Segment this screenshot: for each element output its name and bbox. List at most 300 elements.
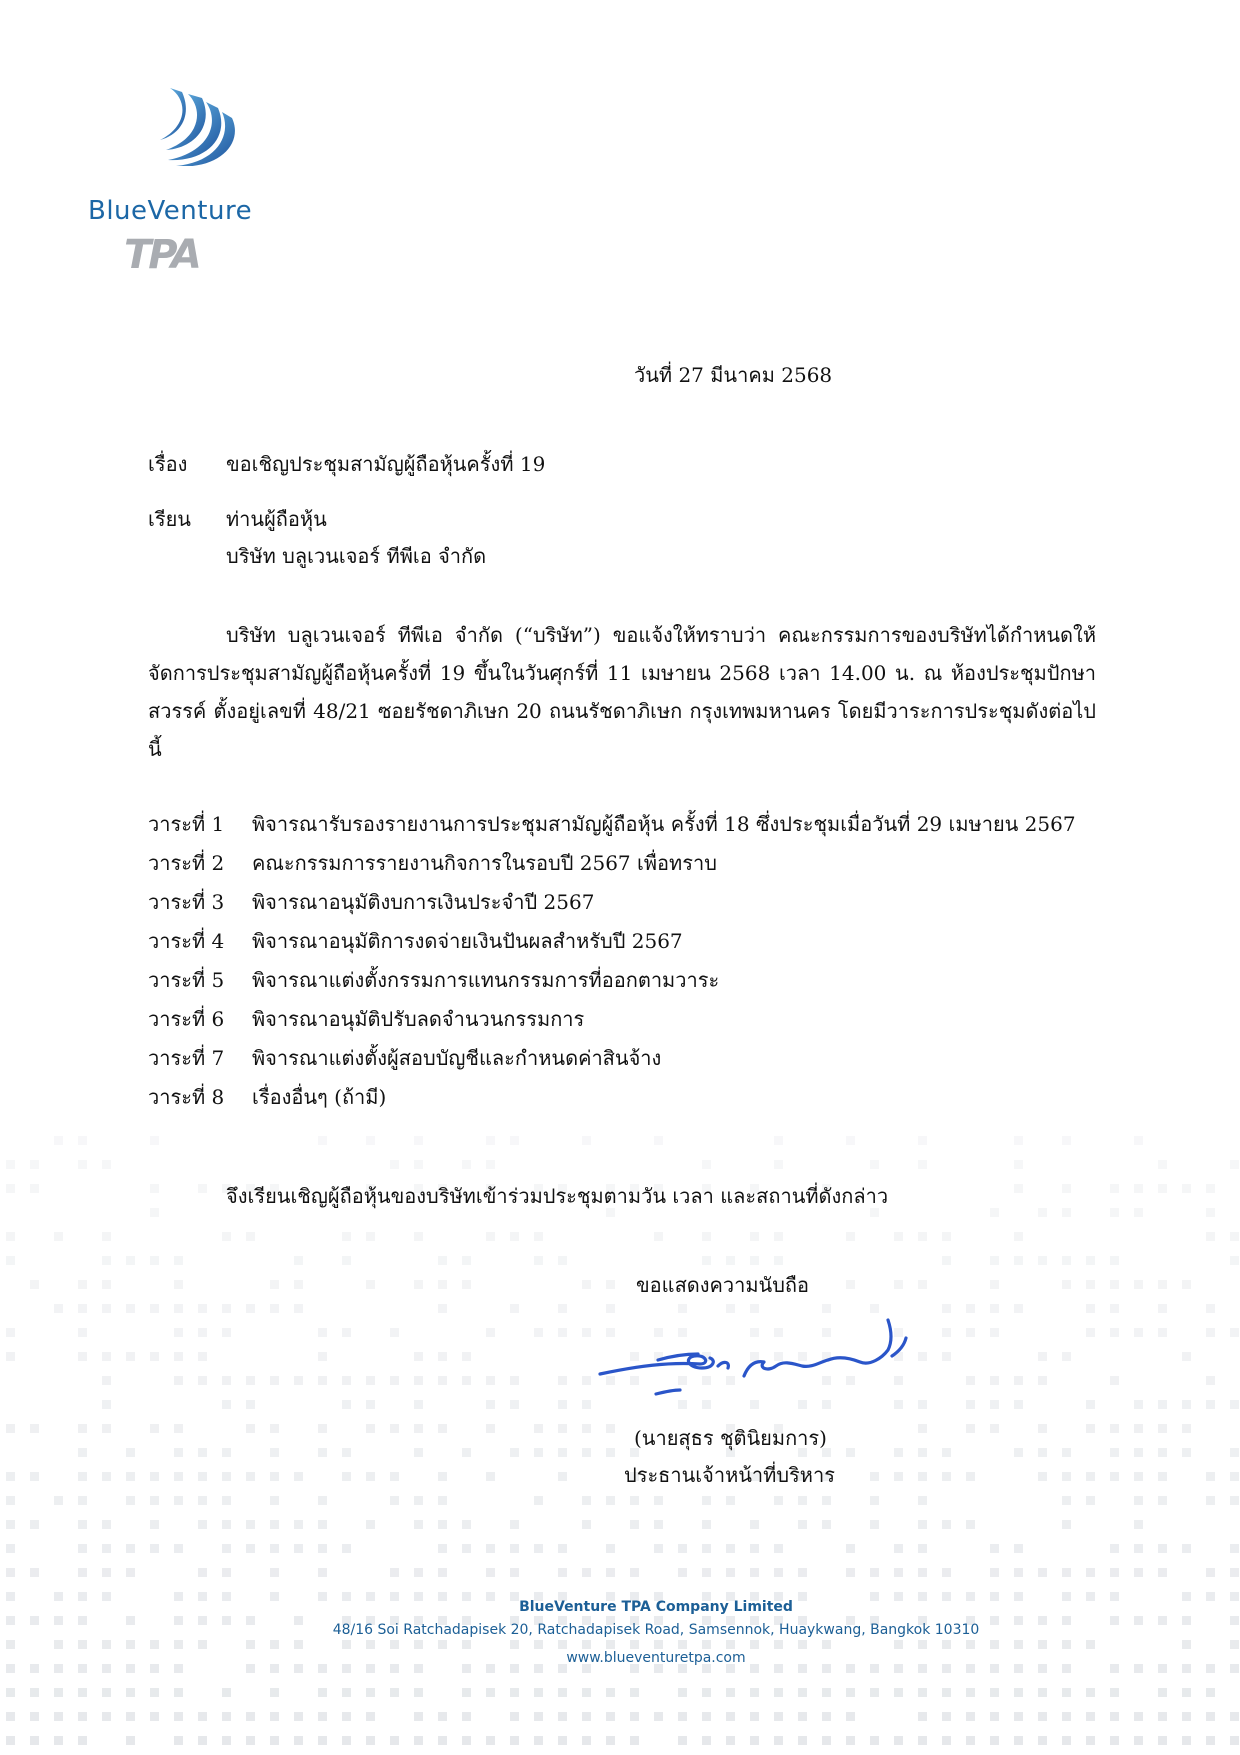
background-dot	[390, 1424, 399, 1433]
background-dot	[462, 1280, 471, 1289]
background-dot	[102, 1520, 111, 1529]
background-dot	[990, 1688, 999, 1697]
background-dot	[558, 1400, 567, 1409]
background-dot	[846, 1736, 855, 1745]
background-dot	[510, 1520, 519, 1529]
agenda-item	[148, 1045, 1076, 1084]
background-dot	[1182, 1184, 1191, 1193]
background-dot	[1086, 1472, 1095, 1481]
background-dot	[246, 1376, 255, 1385]
background-dot	[150, 1352, 159, 1361]
background-dot	[414, 1448, 423, 1457]
background-dot	[750, 1232, 759, 1241]
background-dot	[486, 1160, 495, 1169]
agenda-item	[148, 967, 1076, 1006]
background-dot	[78, 1424, 87, 1433]
background-dot	[246, 1472, 255, 1481]
background-dot	[654, 1520, 663, 1529]
background-dot	[390, 1376, 399, 1385]
background-dot	[582, 1712, 591, 1721]
background-dot	[6, 1328, 15, 1337]
background-dot	[630, 1736, 639, 1745]
background-dot	[486, 1688, 495, 1697]
background-dot	[534, 1736, 543, 1745]
background-dot	[246, 1424, 255, 1433]
background-dot	[414, 1136, 423, 1145]
background-dot	[150, 1424, 159, 1433]
background-dot	[1158, 1472, 1167, 1481]
background-dot	[582, 1496, 591, 1505]
background-dot	[1134, 1184, 1143, 1193]
background-dot	[1182, 1544, 1191, 1553]
background-dot	[630, 1568, 639, 1577]
background-dot	[270, 1304, 279, 1313]
background-dot	[30, 1688, 39, 1697]
background-dot	[606, 1640, 615, 1649]
background-dot	[1206, 1328, 1215, 1337]
background-dot	[1134, 1208, 1143, 1217]
background-dot	[1206, 1232, 1215, 1241]
background-dot	[342, 1376, 351, 1385]
background-dot	[366, 1424, 375, 1433]
background-dot	[582, 1640, 591, 1649]
background-dot	[198, 1568, 207, 1577]
background-dot	[174, 1472, 183, 1481]
footer-website[interactable]: www.blueventuretpa.com	[566, 1650, 746, 1666]
background-dot	[606, 1304, 615, 1313]
background-dot	[270, 1712, 279, 1721]
background-dot	[966, 1376, 975, 1385]
background-dot	[1062, 1352, 1071, 1361]
background-dot	[174, 1640, 183, 1649]
background-dot	[342, 1328, 351, 1337]
background-dot	[78, 1136, 87, 1145]
background-dot	[462, 1520, 471, 1529]
background-dot	[702, 1232, 711, 1241]
background-dot	[966, 1328, 975, 1337]
background-dot	[270, 1472, 279, 1481]
background-dot	[174, 1280, 183, 1289]
background-dot	[54, 1136, 63, 1145]
background-dot	[990, 1328, 999, 1337]
background-dot	[1038, 1712, 1047, 1721]
background-dot	[102, 1352, 111, 1361]
background-dot	[1014, 1712, 1023, 1721]
background-dot	[582, 1376, 591, 1385]
background-dot	[774, 1688, 783, 1697]
background-dot	[942, 1448, 951, 1457]
background-dot	[222, 1544, 231, 1553]
background-dot	[6, 1592, 15, 1601]
background-dot	[270, 1520, 279, 1529]
background-dot	[366, 1640, 375, 1649]
background-dot	[102, 1400, 111, 1409]
background-dot	[1230, 1448, 1239, 1457]
background-dot	[462, 1352, 471, 1361]
agenda-text: พิจารณาอนุมัติการงดจ่ายเงินปันผลสำหรับปี 2567	[252, 929, 683, 953]
background-dot	[582, 1136, 591, 1145]
background-dot	[222, 1232, 231, 1241]
background-dot	[294, 1736, 303, 1745]
background-dot	[222, 1472, 231, 1481]
background-dot	[966, 1640, 975, 1649]
background-dot	[1086, 1256, 1095, 1265]
background-dot	[822, 1304, 831, 1313]
background-dot	[510, 1376, 519, 1385]
background-dot	[942, 1352, 951, 1361]
background-dot	[1038, 1640, 1047, 1649]
background-dot	[486, 1376, 495, 1385]
background-dot	[1182, 1712, 1191, 1721]
background-dot	[918, 1520, 927, 1529]
background-dot	[510, 1544, 519, 1553]
background-dot	[150, 1256, 159, 1265]
background-dot	[294, 1520, 303, 1529]
background-dot	[942, 1688, 951, 1697]
background-dot	[918, 1352, 927, 1361]
background-dot	[774, 1640, 783, 1649]
agenda-number: วาระที่ 4	[148, 929, 225, 953]
background-dot	[270, 1736, 279, 1745]
body-paragraph: บริษัท บลูเวนเจอร์ ทีพีเอ จำกัด (“บริษัท”) ขอแจ้งให้ทราบว่า คณะกรรมการของบริษัทได้กำหนดให้จัดการประชุมสามัญผู้ถือหุ้นครั้งที่ 19 ขึ้นในวันศุกร์ที่ 11 เมษายน 2568 เวลา 14.00 น. ณ ห้องประชุมปักษาสวรรค์ ตั้งอยู่เลขที่ 48/21 ซอยรัชดาภิเษก 20 ถนนรัชดาภิเษก กรุงเทพมหานคร โดยมีวาระการประชุมดังต่อไปนี้	[148, 623, 1096, 761]
background-dot	[774, 1160, 783, 1169]
background-dot	[438, 1568, 447, 1577]
background-dot	[630, 1640, 639, 1649]
background-dot	[942, 1328, 951, 1337]
background-dot	[750, 1640, 759, 1649]
background-dot	[294, 1256, 303, 1265]
background-dot	[606, 1544, 615, 1553]
background-dot	[990, 1568, 999, 1577]
background-dot	[342, 1544, 351, 1553]
background-dot	[606, 1712, 615, 1721]
background-dot	[1134, 1520, 1143, 1529]
background-dot	[102, 1568, 111, 1577]
background-dot	[942, 1712, 951, 1721]
background-dot	[438, 1376, 447, 1385]
background-dot	[1110, 1280, 1119, 1289]
background-dot	[78, 1352, 87, 1361]
background-dot	[126, 1736, 135, 1745]
background-dot	[606, 1208, 615, 1217]
background-dot	[438, 1496, 447, 1505]
background-dot	[174, 1424, 183, 1433]
background-dot	[1014, 1400, 1023, 1409]
background-dot	[78, 1544, 87, 1553]
background-dot	[1110, 1424, 1119, 1433]
background-dot	[558, 1376, 567, 1385]
background-dot	[1230, 1256, 1239, 1265]
background-dot	[6, 1232, 15, 1241]
background-dot	[942, 1520, 951, 1529]
background-dot	[510, 1232, 519, 1241]
background-dot	[438, 1352, 447, 1361]
background-dot	[1230, 1736, 1239, 1745]
background-dot	[102, 1160, 111, 1169]
background-dot	[798, 1568, 807, 1577]
background-dot	[894, 1448, 903, 1457]
background-dot	[222, 1400, 231, 1409]
background-dot	[606, 1568, 615, 1577]
background-dot	[534, 1256, 543, 1265]
background-dot	[462, 1640, 471, 1649]
complimentary-close: ขอแสดงความนับถือ	[636, 1273, 810, 1297]
logo-tpa-mark: TPA	[124, 232, 199, 278]
background-dot	[270, 1448, 279, 1457]
background-dot	[894, 1688, 903, 1697]
background-dot	[1062, 1136, 1071, 1145]
background-dot	[582, 1568, 591, 1577]
background-dot	[1038, 1208, 1047, 1217]
background-dot	[366, 1280, 375, 1289]
background-dot	[582, 1328, 591, 1337]
background-dot	[318, 1520, 327, 1529]
background-dot	[54, 1304, 63, 1313]
background-dot	[1086, 1280, 1095, 1289]
agenda-number: วาระที่ 8	[148, 1085, 225, 1109]
background-dot	[318, 1352, 327, 1361]
background-dot	[366, 1520, 375, 1529]
background-dot	[150, 1184, 159, 1193]
background-dot	[870, 1304, 879, 1313]
company-logo	[82, 86, 272, 286]
agenda-text: พิจารณาแต่งตั้งผู้สอบบัญชีและกำหนดค่าสินจ้าง	[252, 1046, 662, 1070]
background-dot	[1158, 1184, 1167, 1193]
agenda-text: พิจารณาอนุมัติปรับลดจำนวนกรรมการ	[252, 1007, 585, 1031]
background-dot	[750, 1712, 759, 1721]
background-dot	[1038, 1568, 1047, 1577]
background-dot	[870, 1472, 879, 1481]
background-dot	[966, 1472, 975, 1481]
background-dot	[78, 1448, 87, 1457]
background-dot	[582, 1688, 591, 1697]
background-dot	[342, 1472, 351, 1481]
background-dot	[150, 1520, 159, 1529]
background-dot	[462, 1544, 471, 1553]
background-dot	[1206, 1376, 1215, 1385]
agenda-number: วาระที่ 7	[148, 1046, 225, 1070]
footer-company-name: BlueVenture TPA Company Limited	[519, 1599, 793, 1615]
background-dot	[726, 1496, 735, 1505]
background-dot	[1086, 1568, 1095, 1577]
background-dot	[1134, 1496, 1143, 1505]
background-dot	[870, 1736, 879, 1745]
background-dot	[1182, 1736, 1191, 1745]
background-dot	[1062, 1712, 1071, 1721]
background-dot	[894, 1232, 903, 1241]
background-dot	[726, 1544, 735, 1553]
background-dot	[54, 1688, 63, 1697]
background-dot	[1134, 1136, 1143, 1145]
background-dot	[174, 1328, 183, 1337]
background-dot	[246, 1640, 255, 1649]
background-dot	[1038, 1376, 1047, 1385]
background-dot	[54, 1712, 63, 1721]
background-dot	[654, 1640, 663, 1649]
background-dot	[318, 1736, 327, 1745]
background-dot	[534, 1544, 543, 1553]
background-dot	[414, 1352, 423, 1361]
background-dot	[894, 1736, 903, 1745]
background-dot	[918, 1568, 927, 1577]
background-dot	[342, 1448, 351, 1457]
background-dot	[1230, 1568, 1239, 1577]
background-dot	[390, 1496, 399, 1505]
background-dot	[654, 1544, 663, 1553]
background-dot	[342, 1712, 351, 1721]
background-dot	[702, 1160, 711, 1169]
background-dot	[582, 1520, 591, 1529]
background-dot	[678, 1544, 687, 1553]
agenda-item	[148, 1084, 1076, 1123]
background-dot	[1230, 1712, 1239, 1721]
background-dot	[966, 1712, 975, 1721]
recipient-label: เรียน	[148, 507, 191, 531]
background-dot	[486, 1232, 495, 1241]
background-dot	[726, 1256, 735, 1265]
background-dot	[1038, 1688, 1047, 1697]
background-dot	[294, 1472, 303, 1481]
background-dot	[942, 1304, 951, 1313]
background-dot	[222, 1328, 231, 1337]
background-dot	[126, 1568, 135, 1577]
background-dot	[1110, 1544, 1119, 1553]
background-dot	[774, 1568, 783, 1577]
background-dot	[54, 1736, 63, 1745]
background-dot	[30, 1520, 39, 1529]
background-dot	[870, 1208, 879, 1217]
background-dot	[654, 1232, 663, 1241]
background-dot	[342, 1688, 351, 1697]
background-dot	[1230, 1640, 1239, 1649]
background-dot	[30, 1472, 39, 1481]
background-dot	[750, 1520, 759, 1529]
subject-text: ขอเชิญประชุมสามัญผู้ถือหุ้นครั้งที่ 19	[226, 452, 546, 476]
agenda-item	[148, 1006, 1076, 1045]
background-dot	[846, 1688, 855, 1697]
background-dot	[438, 1712, 447, 1721]
background-dot	[1182, 1280, 1191, 1289]
background-dot	[798, 1520, 807, 1529]
background-dot	[318, 1136, 327, 1145]
background-dot	[198, 1304, 207, 1313]
background-dot	[678, 1712, 687, 1721]
background-dot	[1110, 1184, 1119, 1193]
background-dot	[30, 1712, 39, 1721]
background-dot	[366, 1688, 375, 1697]
background-dot	[558, 1448, 567, 1457]
background-dot	[102, 1712, 111, 1721]
background-dot	[270, 1376, 279, 1385]
footer-address: 48/16 Soi Ratchadapisek 20, Ratchadapisek Road, Samsennok, Huaykwang, Bangkok 10310	[332, 1622, 980, 1638]
background-dot	[1230, 1472, 1239, 1481]
background-dot	[1206, 1736, 1215, 1745]
background-dot	[78, 1736, 87, 1745]
signatory-title: ประธานเจ้าหน้าที่บริหาร	[624, 1463, 835, 1487]
background-dot	[822, 1712, 831, 1721]
background-dot	[414, 1232, 423, 1241]
background-dot	[750, 1688, 759, 1697]
background-dot	[414, 1568, 423, 1577]
background-dot	[750, 1256, 759, 1265]
background-dot	[414, 1400, 423, 1409]
background-dot	[510, 1568, 519, 1577]
background-dot	[462, 1688, 471, 1697]
background-dot	[1062, 1640, 1071, 1649]
background-dot	[846, 1712, 855, 1721]
background-dot	[174, 1256, 183, 1265]
background-dot	[702, 1520, 711, 1529]
background-dot	[1158, 1160, 1167, 1169]
background-dot	[510, 1400, 519, 1409]
background-dot	[6, 1424, 15, 1433]
background-dot	[150, 1640, 159, 1649]
background-dot	[318, 1688, 327, 1697]
background-dot	[1206, 1184, 1215, 1193]
background-dot	[918, 1640, 927, 1649]
background-dot	[6, 1688, 15, 1697]
background-dot	[486, 1568, 495, 1577]
background-dot	[990, 1304, 999, 1313]
background-dot	[1158, 1304, 1167, 1313]
background-dot	[534, 1328, 543, 1337]
background-dot	[1062, 1520, 1071, 1529]
background-dot	[78, 1640, 87, 1649]
background-dot	[1230, 1496, 1239, 1505]
background-dot	[78, 1328, 87, 1337]
background-dot	[1158, 1328, 1167, 1337]
background-dot	[78, 1568, 87, 1577]
background-dot	[726, 1736, 735, 1745]
background-dot	[558, 1736, 567, 1745]
background-dot	[366, 1376, 375, 1385]
background-dot	[78, 1280, 87, 1289]
agenda-item	[148, 889, 1076, 928]
background-dot	[30, 1280, 39, 1289]
background-dot	[558, 1424, 567, 1433]
background-dot	[366, 1232, 375, 1241]
background-dot	[1086, 1712, 1095, 1721]
background-dot	[414, 1688, 423, 1697]
background-dot	[6, 1256, 15, 1265]
background-dot	[78, 1160, 87, 1169]
background-dot	[1134, 1280, 1143, 1289]
background-dot	[1134, 1328, 1143, 1337]
background-dot	[1062, 1184, 1071, 1193]
background-dot	[198, 1376, 207, 1385]
background-dot	[990, 1736, 999, 1745]
background-dot	[6, 1712, 15, 1721]
background-dot	[846, 1280, 855, 1289]
background-dot	[1110, 1304, 1119, 1313]
background-dot	[1062, 1736, 1071, 1745]
background-dot	[126, 1496, 135, 1505]
agenda-text: พิจารณารับรองรายงานการประชุมสามัญผู้ถือหุ้น ครั้งที่ 18 ซึ่งประชุมเมื่อวันที่ 29 เมษายน 2567	[252, 812, 1076, 836]
background-dot	[126, 1448, 135, 1457]
background-dot	[1062, 1568, 1071, 1577]
background-dot	[1230, 1400, 1239, 1409]
background-dot	[1110, 1256, 1119, 1265]
background-dot	[102, 1424, 111, 1433]
background-dot	[558, 1712, 567, 1721]
background-dot	[270, 1544, 279, 1553]
background-dot	[438, 1520, 447, 1529]
background-dot	[30, 1424, 39, 1433]
background-dot	[726, 1712, 735, 1721]
background-dot	[222, 1496, 231, 1505]
background-dot	[774, 1136, 783, 1145]
background-dot	[462, 1376, 471, 1385]
